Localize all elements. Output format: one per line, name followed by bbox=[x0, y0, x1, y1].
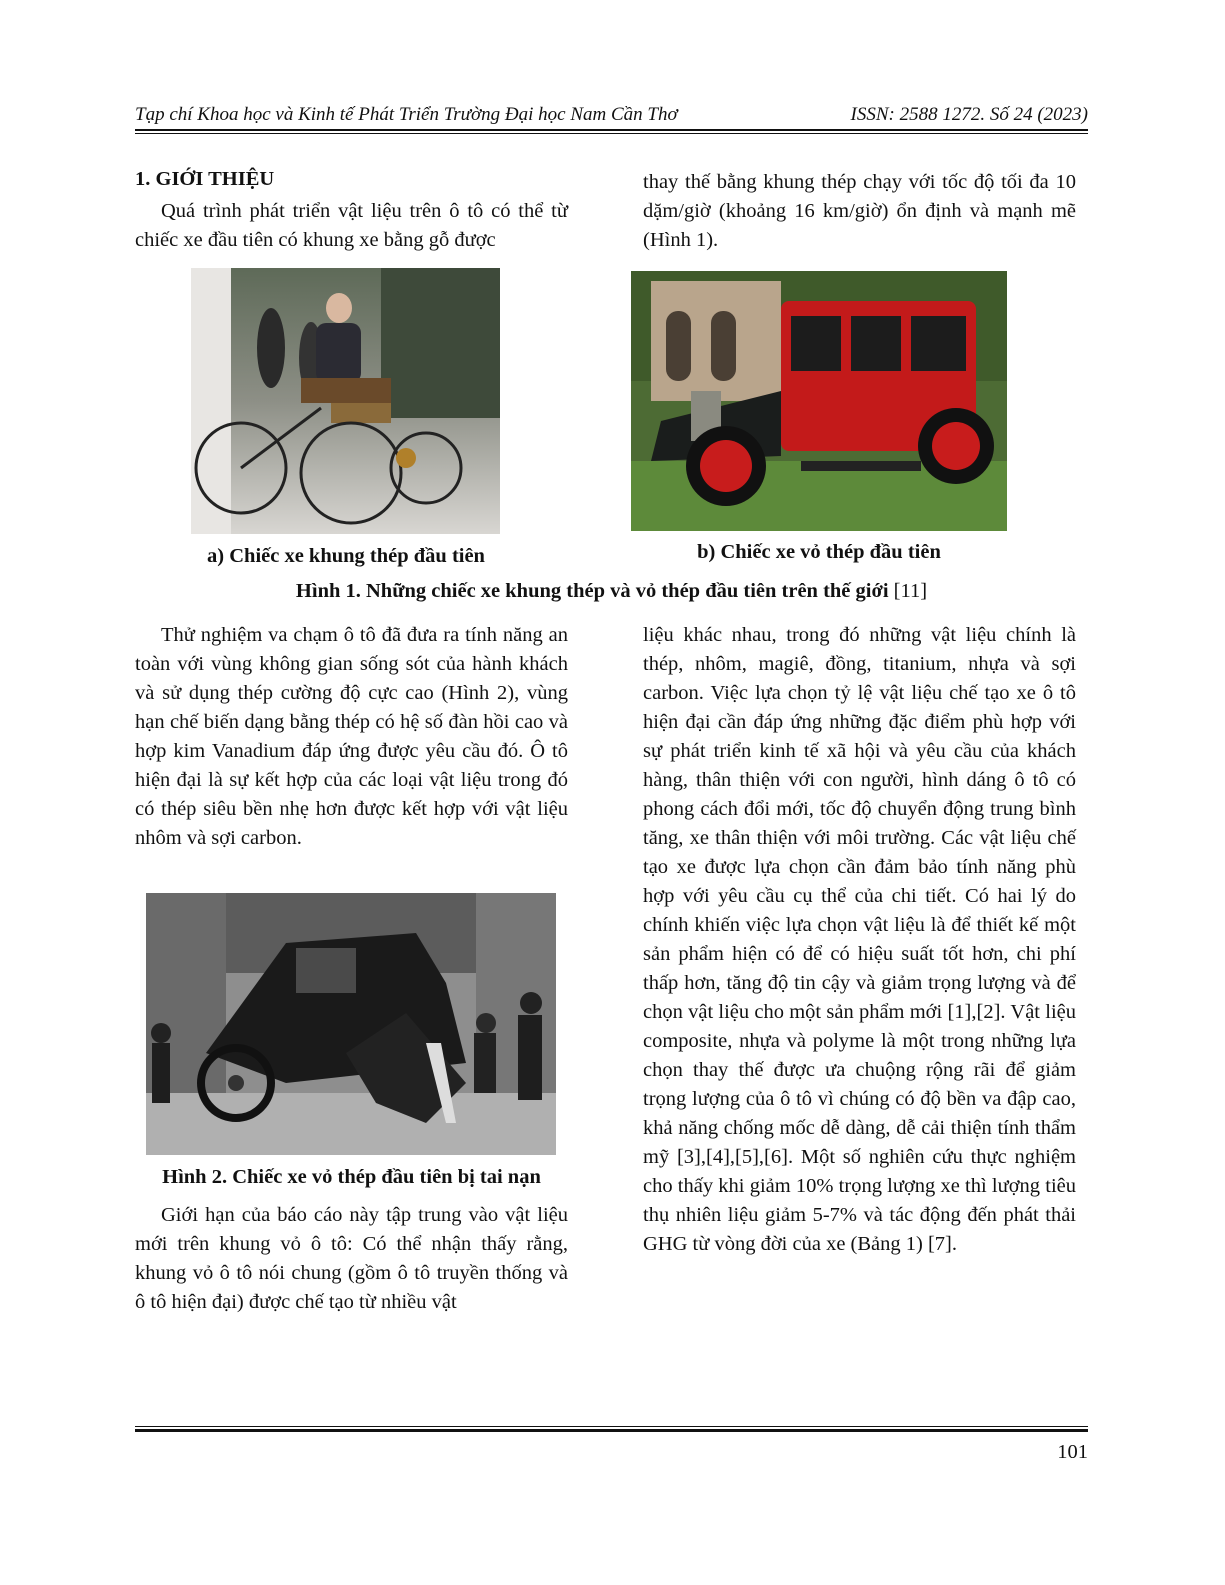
footer-rule bbox=[135, 1429, 1088, 1432]
intro-paragraph-right: thay thế bằng khung thép chạy với tốc độ tối đa 10 dặm/giờ (khoảng 16 km/giờ) ổn định và mạnh mẽ (Hình 1). bbox=[643, 171, 1076, 251]
figure1-caption bbox=[135, 580, 1088, 603]
right-paragraph: liệu khác nhau, trong đó những vật liệu chính là thép, nhôm, magiê, đồng, titanium, nhựa và sợi carbon. Việc lựa chọn tỷ lệ vật liệu chế tạo xe ô tô hiện đại cần đáp ứng những đặc điểm phù hợp với sự phát triển kinh tế xã hội và yêu cầu của khách hàng, thân thiện với con người, hình dáng ô tô có phong cách đổi mới, tốc độ chuyển động trung bình tăng, xe thân thiện với môi trường. Các vật liệu chế tạo xe được lựa chọn cần đảm bảo tính năng phù hợp với yêu cầu cụ thể của chi tiết. Có hai lý do chính khiến việc lựa chọn vật liệu là để thiết kế một sản phẩm hiện có để có hiệu suất tốt hơn, chi phí thấp hơn, tăng độ tin cậy và giảm trọng lượng và để chọn vật liệu cho một sản phẩm mới [1],[2]. Vật liệu composite, nhựa và polyme là một trong những lựa chọn thay thế được ưa chuộng rộng rãi để giảm trọng lượng của ô tô vì chúng có độ bền va đập cao, khả năng chống mốc dễ dàng, dễ cải thiện tính thẩm mỹ [3],[4],[5],[6]. Một số nghiên cứu thực nghiệm cho thấy khi giảm 10% trọng lượng xe thì lượng tiêu thụ nhiên liệu giảm 5-7% và tác động đến phát thải GHG từ vòng đời của xe (Bảng 1) [7]. bbox=[643, 624, 1076, 1255]
left-paragraph-2: Giới hạn của báo cáo này tập trung vào vật liệu mới trên khung vỏ ô tô: Có thể nhận thấy rằng, khung vỏ ô tô nói chung (gồm ô tô truyền thống và ô tô hiện đại) được chế tạo từ nhiều vật bbox=[135, 1204, 568, 1313]
figure2-photo bbox=[146, 893, 556, 1155]
figure1a-caption: a) Chiếc xe khung thép đầu tiên bbox=[207, 545, 485, 567]
figure1b-caption: b) Chiếc xe vỏ thép đầu tiên bbox=[697, 541, 941, 563]
intro-paragraph-left: Quá trình phát triển vật liệu trên ô tô có thể từ chiếc xe đầu tiên có khung xe bằng gỗ được bbox=[135, 200, 568, 251]
left-paragraph-1: Thử nghiệm va chạm ô tô đã đưa ra tính năng an toàn với vùng không gian sống sót của hành khách và sử dụng thép cường độ cực cao (Hình 2), vùng hạn chế biến dạng bằng thép có hệ số đàn hồi cao và hợp kim Vanadium đáp ứng được yêu cầu đó. Ô tô hiện đại là sự kết hợp của các loại vật liệu trong đó có thép siêu bền nhẹ hơn được kết hợp với vật liệu nhôm và sợi carbon. bbox=[135, 624, 568, 849]
section-heading: 1. GIỚI THIỆU bbox=[135, 168, 275, 190]
figure1-caption-ref: [11] bbox=[888, 580, 928, 602]
page-number: 101 bbox=[1057, 1441, 1088, 1463]
figure1a-photo bbox=[191, 268, 500, 534]
figure1b-photo bbox=[631, 271, 1007, 531]
journal-title: Tạp chí Khoa học và Kinh tế Phát Triển Trường Đại học Nam Cần Thơ bbox=[135, 104, 678, 125]
figure2-caption: Hình 2. Chiếc xe vỏ thép đầu tiên bị tai nạn bbox=[162, 1166, 541, 1188]
issn-issue: ISSN: 2588 1272. Số 24 (2023) bbox=[850, 104, 1088, 125]
header-rule bbox=[135, 129, 1088, 131]
footer-rule-thin bbox=[135, 1426, 1088, 1427]
figure1-caption-label: Hình 1. Những chiếc xe khung thép và vỏ thép đầu tiên trên thế giới bbox=[295, 580, 889, 602]
header-rule-thin bbox=[135, 133, 1088, 134]
running-header bbox=[135, 103, 1088, 127]
